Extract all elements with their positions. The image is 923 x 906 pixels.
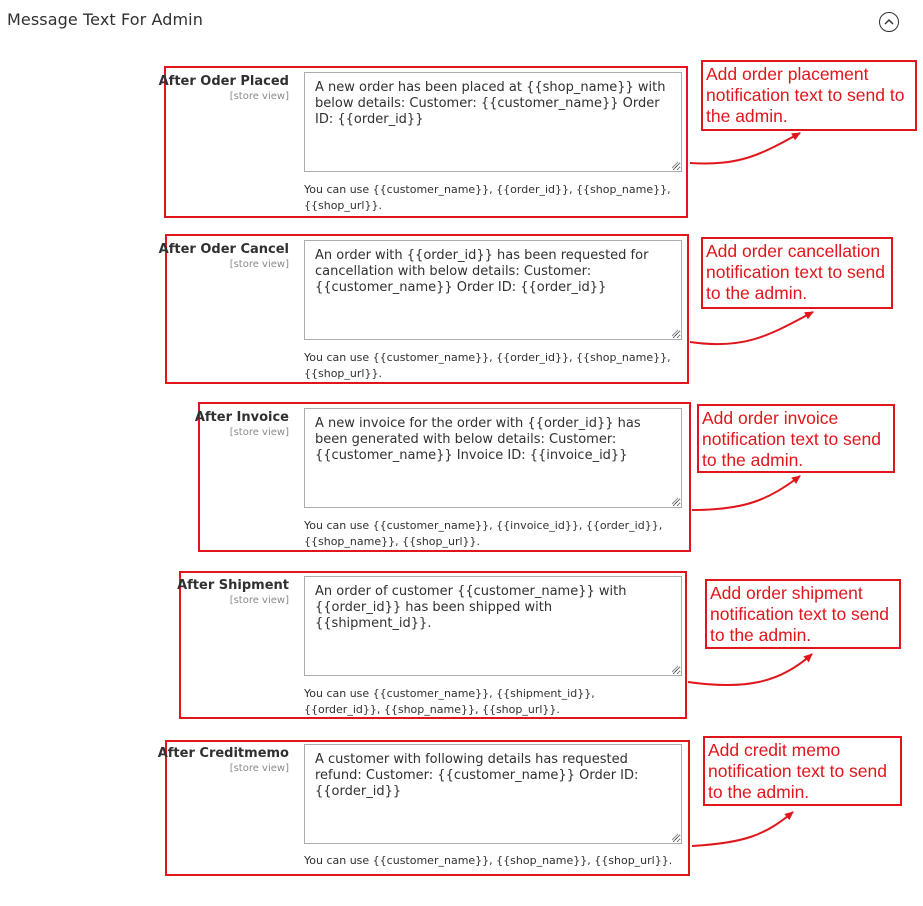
callout-after-order-placed: Add order placement notification text to send to the admin. <box>701 60 917 131</box>
textarea-value: A new invoice for the order with {{order_id}} has been generated with below details: Customer: {{customer_name}} Invoice ID: {{invoice_id}} <box>315 416 641 463</box>
field-note: You can use {{customer_name}}, {{shipment_id}}, {{order_id}}, {{shop_name}}, {{shop_url}}. <box>304 687 595 716</box>
callout-after-invoice: Add order invoice notification text to send to the admin. <box>697 404 895 473</box>
field-label-after-shipment: After Shipment <box>177 578 289 593</box>
field-label-after-order-placed: After Oder Placed <box>158 74 289 89</box>
field-label-after-creditmemo: After Creditmemo <box>157 746 289 761</box>
scope-label: [store view] <box>229 595 289 606</box>
textarea-value: A new order has been placed at {{shop_name}} with below details: Customer: {{customer_name}} Order ID: {{order_id}} <box>315 80 666 127</box>
field-note: You can use {{customer_name}}, {{order_id}}, {{shop_name}}, {{shop_url}}. <box>304 351 671 380</box>
arrow-after-invoice <box>692 476 800 510</box>
textarea-value: An order of customer {{customer_name}} with {{order_id}} has been shipped with {{shipment_id}}. <box>315 584 627 631</box>
field-note: You can use {{customer_name}}, {{shop_name}}, {{shop_url}}. <box>304 854 673 867</box>
scope-label: [store view] <box>229 427 289 438</box>
section-title: Message Text For Admin <box>7 10 203 29</box>
callout-after-order-cancel: Add order cancellation notification text to send to the admin. <box>701 237 893 309</box>
textarea-value: An order with {{order_id}} has been requested for cancellation with below details: Customer: {{customer_name}} Order ID: {{order_id}} <box>315 248 649 295</box>
field-label-after-order-cancel: After Oder Cancel <box>158 242 289 257</box>
textarea-value: A customer with following details has requested refund: Customer: {{customer_name}} Order ID: {{order_id}} <box>315 752 639 799</box>
field-label-after-invoice: After Invoice <box>194 410 289 425</box>
scope-label: [store view] <box>229 259 289 270</box>
callout-after-shipment: Add order shipment notification text to send to the admin. <box>705 579 901 649</box>
field-note: You can use {{customer_name}}, {{invoice_id}}, {{order_id}}, {{shop_name}}, {{shop_url}}. <box>304 519 663 548</box>
arrow-after-order-cancel <box>690 312 813 344</box>
arrow-after-order-placed <box>690 133 800 163</box>
field-note: You can use {{customer_name}}, {{order_id}}, {{shop_name}}, {{shop_url}}. <box>304 183 671 212</box>
arrow-after-shipment <box>688 654 812 685</box>
scope-label: [store view] <box>229 763 289 774</box>
scope-label: [store view] <box>229 91 289 102</box>
arrow-after-creditmemo <box>692 812 793 846</box>
callout-after-creditmemo: Add credit memo notification text to send to the admin. <box>703 736 902 806</box>
